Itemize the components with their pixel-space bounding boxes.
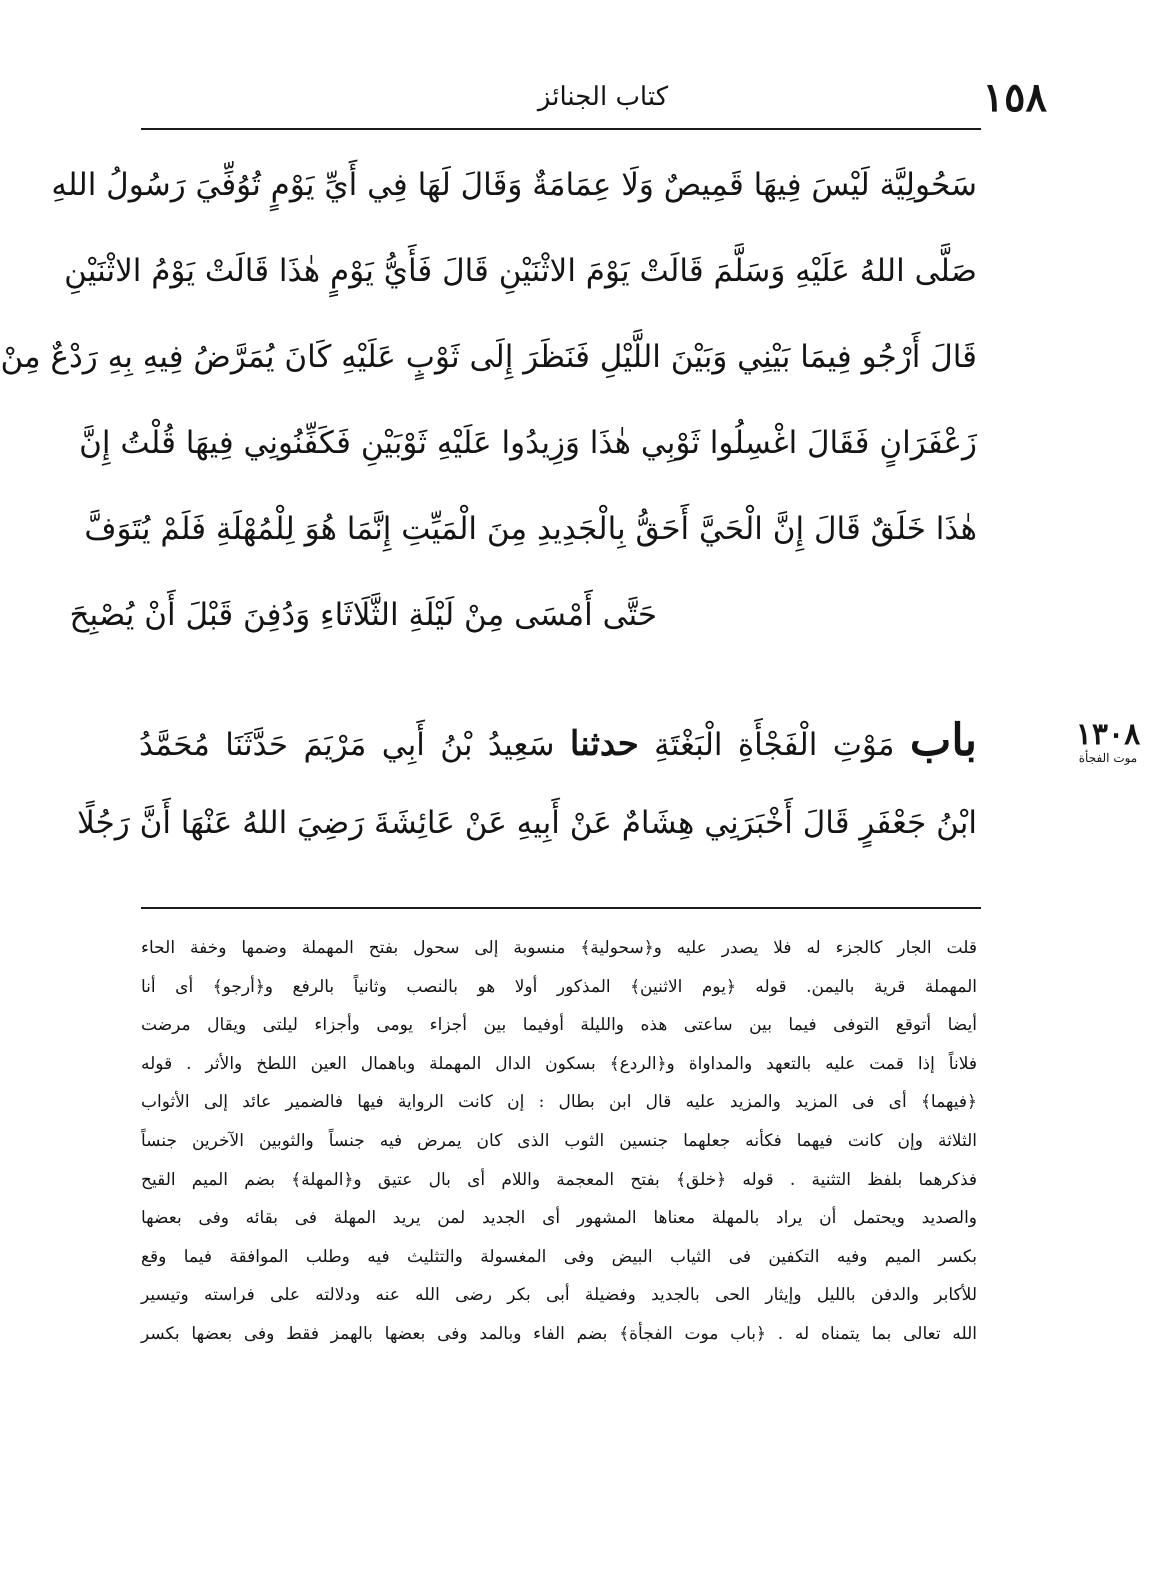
commentary-line: فذكرهما بلفظ التثنية . قوله ﴿خلق﴾ بفتح المعجمة واللام أى بال عتيق و﴿المهلة﴾ بضم الميم القيح [141, 1169, 977, 1190]
commentary-line: المهملة قرية باليمن. قوله ﴿يوم الاثنين﴾ المذكور أولا هو بالنصب وثانياً بالرفع و﴿أرجو﴾ أى أنا [141, 976, 977, 997]
header-rule [141, 128, 981, 130]
main-line: هٰذَا خَلَقٌ قَالَ إِنَّ الْحَيَّ أَحَقُّ بِالْجَدِيدِ مِنَ الْمَيِّتِ إِنَّمَا هُوَ لِلْمُهْلَةِ فَلَمْ يُتَوَفَّ [84, 511, 977, 547]
commentary-line: والصديد ويحتمل أن يراد بالمهلة معناها المشهور أى الجديد لمن يريد المهلة فى بقائه وفى بعضها [141, 1208, 977, 1229]
commentary-line: ﴿فيهما﴾ أى فى المزيد والمزيد عليه قال ابن بطال : إن كانت الرواية فيها فالضمير عائد إلى الأثواب [141, 1092, 977, 1113]
chapter-line [139, 716, 977, 798]
commentary-line: الثلاثة وإن كانت فيهما فكأنه جعلهما جنسين الثوب الذى كان يمرض فيه جنساً والثوبين الآخرين جنساً [141, 1130, 977, 1151]
main-line: حَتَّى أَمْسَى مِنْ لَيْلَةِ الثَّلَاثَاءِ وَدُفِنَ قَبْلَ أَنْ يُصْبِحَ [69, 597, 657, 633]
commentary-line: قلت الجار كالجزء له فلا يصدر عليه و﴿سحولية﴾ منسوبة إلى سحول بفتح المهملة وضمها وخفة الحاء [141, 938, 977, 958]
commentary [141, 930, 977, 1355]
hadith-number: ١٣٠٨ [1075, 717, 1141, 752]
main-text [0, 160, 977, 676]
book-title: كتاب الجنائز [537, 82, 669, 112]
main-line: زَعْفَرَانٍ فَقَالَ اغْسِلُوا ثَوْبِي هٰذَا وَزِيدُوا عَلَيْهِ ثَوْبَيْنِ فَكَفِّنُونِي فِيهَا قُلْتُ إِنَّ [79, 425, 977, 461]
commentary-rule [141, 907, 981, 909]
commentary-line: بكسر الميم وفيه التكفين فى الثياب البيض وفى المغسولة والتثليث فيه وطلب الموافقة فيما وقع [141, 1246, 977, 1267]
margin-caption: موت الفجأة [1078, 751, 1138, 765]
page-number: ١٥٨ [982, 74, 1047, 121]
main-line: سَحُولِيَّة لَيْسَ فِيهَا قَمِيصٌ وَلَا عِمَامَةٌ وَقَالَ لَهَا فِي أَيِّ يَوْمٍ تُوُفِّيَ رَسُولُ اللهِ [51, 167, 977, 203]
main-line: صَلَّى اللهُ عَلَيْهِ وَسَلَّمَ قَالَتْ يَوْمَ الاثْنَيْنِ قَالَ فَأَيُّ يَوْمٍ هٰذَا قَالَتْ يَوْمُ الاثْنَيْنِ [64, 253, 977, 289]
chapter-title: مَوْتِ الْفَجْأَةِ الْبَغْتَةِ [654, 727, 895, 763]
commentary-line: أيضا أتوقع التوفى فيما بين ساعتى هذه والليلة أوفيما بين أجزاء يومى وأجزاء ليلتى ويقال مرضت [141, 1015, 977, 1036]
main-line: قَالَ أَرْجُو فِيمَا بَيْنِي وَبَيْنَ اللَّيْلِ فَنَظَرَ إِلَى ثَوْبٍ عَلَيْهِ كَانَ يُمَرَّضُ فِيهِ بِهِ رَدْعٌ مِنْ [0, 339, 977, 375]
bab-heading: باب [909, 715, 977, 766]
commentary-line: فلاناً إذا قمت عليه بالتعهد والمداواة و﴿الردع﴾ بسكون الدال المهملة وباهمال العين اللطخ والأثر . قوله [141, 1053, 977, 1074]
haddathana-word: حدثنا [569, 724, 639, 764]
chapter-line: ابْنُ جَعْفَرٍ قَالَ أَخْبَرَنِي هِشَامٌ عَنْ أَبِيهِ عَنْ عَائِشَةَ رَضِيَ اللهُ عَنْهَا أَنَّ رَجُلًا [77, 805, 977, 841]
commentary-line: الله تعالى بما يتمناه له . ﴿باب موت الفجأة﴾ بضم الفاء وبالمد وفى بعضها بالهمز فقط وفى بعضها بكسر [141, 1323, 977, 1344]
commentary-line: للأكابر والدفن بالليل وإيثار الحى بالجديد وفضيلة أبى بكر رضى الله عنه ودلالته على فراسته وتيسير [141, 1285, 977, 1306]
chapter-section [77, 715, 977, 880]
margin-note [1067, 718, 1149, 765]
chapter-narrator: سَعِيدُ بْنُ أَبِي مَرْيَمَ حَدَّثَنَا مُحَمَّدُ [139, 727, 555, 763]
